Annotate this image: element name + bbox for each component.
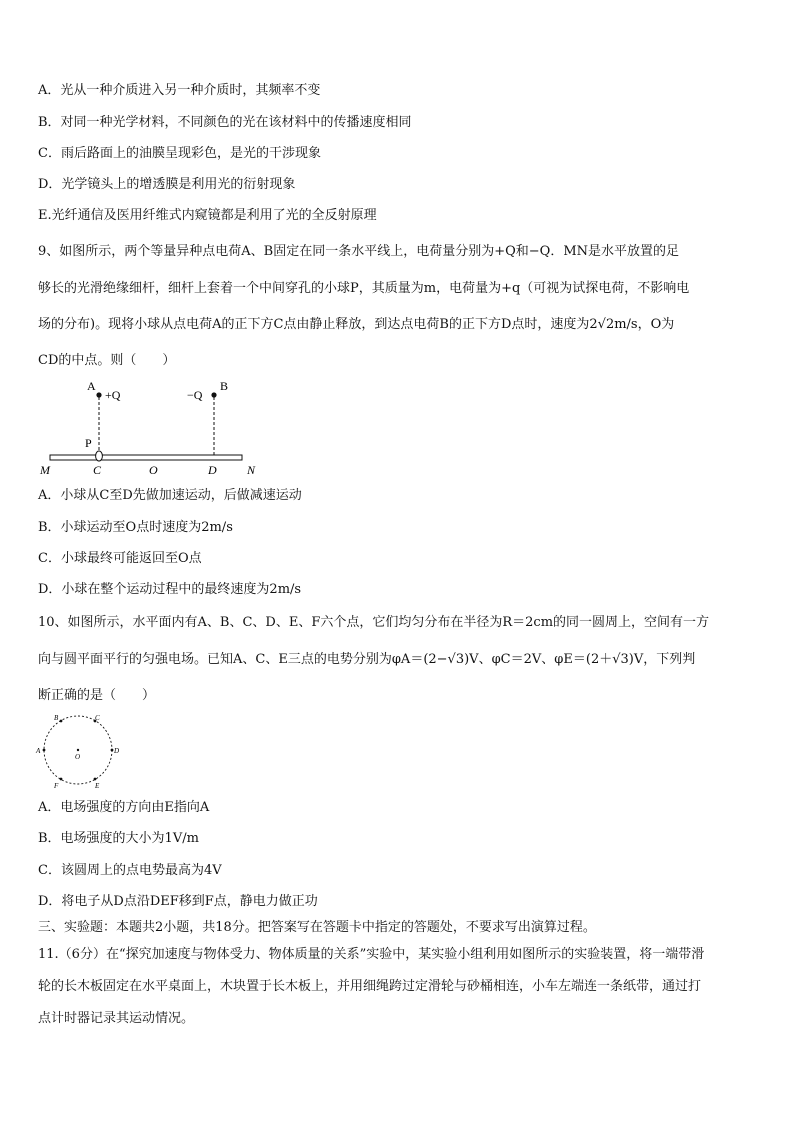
label-e: E [95, 782, 100, 790]
label-p: P [85, 436, 92, 450]
label-o: O [149, 463, 158, 477]
center-o-dot [77, 749, 79, 751]
q8-option-a: A．光从一种介质进入另一种介质时，其频率不变 [38, 83, 321, 98]
label-d: D [114, 747, 120, 755]
label-o: O [75, 753, 81, 761]
point-f-dot [60, 778, 63, 781]
charge-a-dot [96, 392, 101, 397]
label-m: M [40, 463, 50, 477]
label-plus-q: +Q [105, 388, 121, 402]
q10-option-c: C．该圆周上的点电势最高为4V [38, 863, 222, 878]
label-n: N [247, 463, 256, 477]
q9-option-a: A．小球从C至D先做加速运动，后做减速运动 [38, 488, 302, 503]
q9-option-b: B．小球运动至O点时速度为2m/s [38, 520, 233, 535]
point-e-dot [94, 778, 97, 781]
q9-stem-line-2: 够长的光滑绝缘细杆，细杆上套着一个中间穿孔的小球P，其质量为m，电荷量为+q（可视为试探电荷，不影响电 [38, 281, 690, 296]
label-f: F [54, 782, 59, 790]
ball-p [96, 451, 103, 461]
q10-stem-line-1: 10、如图所示，水平面内有A、B、C、D、E、F六个点，它们均匀分布在半径为R＝2cm的同一圆周上，空间有一方 [38, 615, 710, 630]
q9-figure-svg [36, 376, 266, 478]
label-d: D [208, 463, 217, 477]
label-minus-q: −Q [187, 388, 203, 402]
q9-option-c: C．小球最终可能返回至O点 [38, 551, 202, 566]
q10-option-d: D．将电子从D点沿DEF移到F点，静电力做正功 [38, 894, 318, 909]
rod-mn [50, 455, 242, 460]
q8-option-d: D．光学镜头上的增透膜是利用光的衍射现象 [38, 177, 296, 192]
q9-charges-rod-figure [36, 376, 266, 478]
q10-stem-line-2: 向与圆平面平行的匀强电场。已知A、C、E三点的电势分别为φA＝(2−√3)V、φC＝2V、φE＝(2＋√3)V，下列判 [38, 652, 696, 667]
section-3-heading: 三、实验题：本题共2小题，共18分。把答案写在答题卡中指定的答题处，不要求写出演算过程。 [38, 920, 596, 935]
q11-stem-line-2: 轮的长木板固定在水平桌面上，木块置于长木板上，并用细绳跨过定滑轮与砂桶相连，小车左端连一条纸带，通过打 [38, 979, 702, 994]
label-c: C [93, 463, 102, 477]
q10-option-b: B．电场强度的大小为1V/m [38, 831, 199, 846]
label-c: C [95, 714, 100, 722]
charge-b-dot [211, 392, 216, 397]
q10-stem-line-3: 断正确的是（ ） [38, 688, 156, 703]
label-b: B [220, 379, 229, 393]
point-a-dot [43, 749, 46, 752]
point-d-dot [111, 749, 114, 752]
q9-stem-line-4: CD的中点。则（ ） [38, 353, 176, 368]
q9-stem-line-3: 场的分布)。现将小球从点电荷A的正下方C点由静止释放，到达点电荷B的正下方D点时，速度为2√2m/s，O为 [38, 317, 675, 332]
q8-option-b: B．对同一种光学材料，不同颜色的光在该材料中的传播速度相同 [38, 115, 412, 130]
q10-option-a: A．电场强度的方向由E指向A [38, 800, 210, 815]
q9-option-d: D．小球在整个运动过程中的最终速度为2m/s [38, 582, 302, 597]
label-a: A [87, 379, 96, 393]
label-a: A [36, 747, 41, 755]
q8-option-c: C．雨后路面上的油膜呈现彩色，是光的干涉现象 [38, 146, 321, 161]
label-b: B [54, 714, 59, 722]
q8-option-e: E.光纤通信及医用纤维式内窥镜都是利用了光的全反射原理 [38, 208, 377, 223]
q10-figure-svg [34, 712, 130, 792]
q11-stem-line-3: 点计时器记录其运动情况。 [38, 1011, 195, 1026]
point-b-dot [60, 720, 63, 723]
q10-circle-figure [34, 712, 130, 792]
q9-stem-line-1: 9、如图所示，两个等量异种点电荷A、B固定在同一条水平线上，电荷量分别为+Q和−Q．MN是水平放置的足 [38, 244, 679, 259]
q11-stem-line-1: 11.（6分）在“探究加速度与物体受力、物体质量的关系”实验中，某实验小组利用如图所示的实验装置，将一端带滑 [38, 947, 705, 962]
